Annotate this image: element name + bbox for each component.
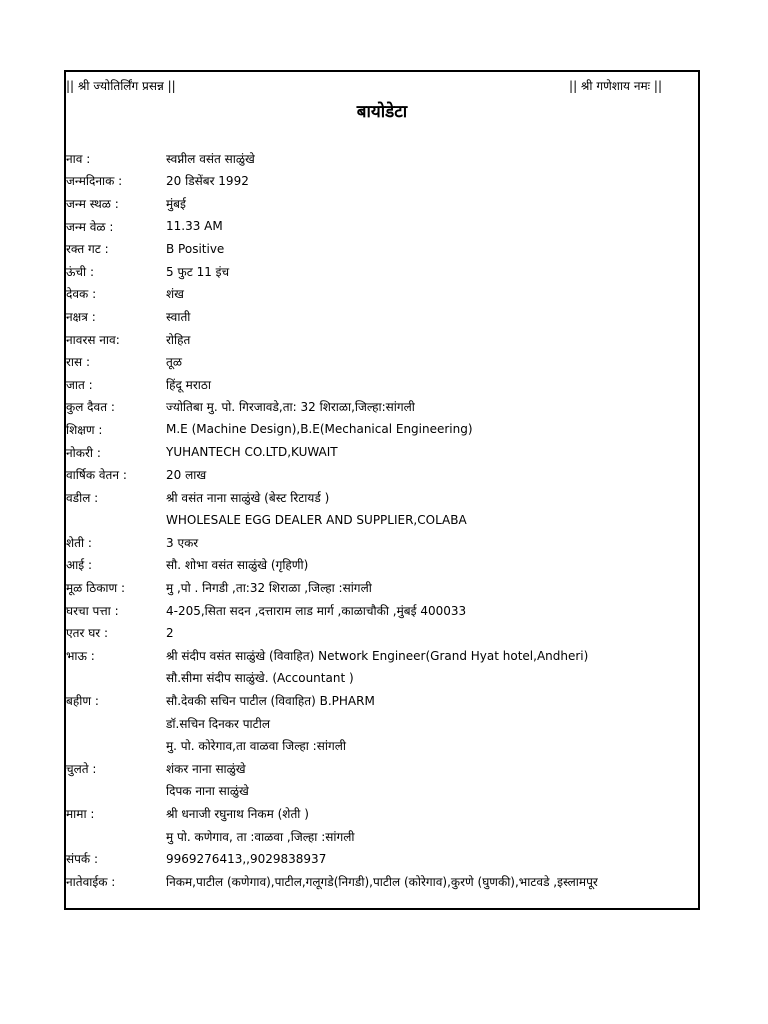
biodata-row	[66, 734, 698, 757]
row-label: भाऊ :	[66, 648, 95, 663]
row-label: नोकरी :	[66, 445, 101, 460]
biodata-row	[66, 486, 698, 509]
row-value: श्री धनाजी रघुनाथ निकम (शेती )	[166, 807, 309, 822]
row-value: 3 एकर	[166, 535, 199, 550]
biodata-row	[66, 396, 698, 419]
biodata-row	[66, 373, 698, 396]
biodata-row	[66, 870, 698, 893]
row-label: एतर घर :	[66, 626, 109, 641]
row-value: 20 डिसेंबर 1992	[166, 174, 249, 189]
biodata-row	[66, 418, 698, 441]
biodata-row	[66, 509, 698, 532]
biodata-row	[66, 757, 698, 780]
biodata-row	[66, 283, 698, 306]
row-value: 20 लाख	[166, 468, 207, 483]
row-value: YUHANTECH CO.LTD,KUWAIT	[166, 445, 338, 460]
biodata-row	[66, 260, 698, 283]
biodata-row	[66, 237, 698, 260]
row-value: मुंबई	[166, 196, 186, 211]
row-label: रक्त गट :	[66, 242, 109, 257]
row-value: स्वप्नील वसंत साळुंखे	[166, 151, 255, 166]
biodata-row	[66, 531, 698, 554]
biodata-row	[66, 667, 698, 690]
row-value: डॉ.सचिन दिनकर पाटील	[166, 716, 270, 731]
row-label: बहीण :	[66, 694, 99, 709]
row-label: नावरस नाव:	[66, 332, 120, 347]
row-value: हिंदू मराठा	[166, 377, 211, 392]
biodata-row	[66, 847, 698, 870]
biodata-row	[66, 644, 698, 667]
row-value: 11.33 AM	[166, 219, 223, 234]
row-value: सौ.सीमा संदीप साळुंखे. (Accountant )	[166, 671, 354, 686]
row-label: कुल दैवत :	[66, 400, 115, 415]
biodata-row	[66, 215, 698, 238]
row-value: 5 फुट 11 इंच	[166, 264, 230, 279]
row-label: ऊंची :	[66, 264, 95, 279]
row-label: जन्म वेळ :	[66, 219, 114, 234]
row-label: मूळ ठिकाण :	[66, 581, 126, 596]
row-value: श्री संदीप वसंत साळुंखे (विवाहित) Network Engineer(Grand Hyat hotel,Andheri)	[166, 648, 589, 663]
biodata-row	[66, 170, 698, 193]
biodata-row	[66, 350, 698, 373]
row-label: नाव :	[66, 151, 91, 166]
header-right-text: || श्री गणेशाय नमः ||	[569, 79, 662, 93]
row-value: सौ.देवकी सचिन पाटील (विवाहित) B.PHARM	[166, 694, 375, 709]
row-value: सौ. शोभा वसंत साळुंखे (गृहिणी)	[166, 558, 309, 573]
row-value: स्वाती	[166, 309, 191, 324]
biodata-row	[66, 802, 698, 825]
biodata-row	[66, 463, 698, 486]
row-value: शंख	[166, 287, 184, 302]
row-label: रास :	[66, 355, 90, 370]
biodata-row	[66, 576, 698, 599]
row-label: घरचा पत्ता :	[66, 603, 119, 618]
row-value: रोहित	[166, 332, 191, 347]
row-value: शंकर नाना साळुंखे	[166, 761, 246, 776]
row-value: मु. पो. कोरेगाव,ता वाळवा जिल्हा :सांगली	[166, 739, 346, 754]
row-value: WHOLESALE EGG DEALER AND SUPPLIER,COLABA	[166, 512, 467, 527]
row-label: नातेवाईक :	[66, 874, 116, 889]
document-title: बायोडेटा	[356, 102, 408, 122]
biodata-row	[66, 441, 698, 464]
biodata-rows	[66, 147, 698, 893]
biodata-row	[66, 554, 698, 577]
row-label: आई :	[66, 558, 93, 573]
row-value: श्री वसंत नाना साळुंखे (बेस्ट रिटायर्ड )	[166, 490, 330, 505]
row-label: शेती :	[66, 535, 92, 550]
row-label: चुलते :	[66, 761, 97, 776]
row-label: वडील :	[66, 490, 99, 505]
biodata-row	[66, 825, 698, 848]
row-value: 9969276413,,9029838937	[166, 851, 327, 866]
biodata-row	[66, 599, 698, 622]
row-value: मु पो. कणेगाव, ता :वाळवा ,जिल्हा :सांगली	[166, 829, 355, 844]
row-label: शिक्षण :	[66, 422, 103, 437]
row-value: 4-205,सिता सदन ,दत्ताराम लाड मार्ग ,काळाचौकी ,मुंबई 400033	[166, 603, 467, 618]
biodata-row	[66, 328, 698, 351]
row-value: B Positive	[166, 241, 225, 256]
biodata-row	[66, 712, 698, 735]
row-value: 2	[166, 625, 174, 640]
row-label: जन्म स्थळ :	[66, 196, 119, 211]
biodata-row	[66, 305, 698, 328]
row-label: मामा :	[66, 807, 95, 822]
biodata-row	[66, 192, 698, 215]
row-label: वार्षिक वेतन :	[66, 468, 127, 483]
row-value: दिपक नाना साळुंखे	[166, 784, 249, 799]
header-left-text: || श्री ज्योतिर्लिंग प्रसन्न ||	[66, 79, 176, 93]
row-value: तूळ	[166, 355, 182, 370]
row-value: ज्योतिबा मु. पो. गिरजावडे,ता: 32 शिराळा,जिल्हा:सांगली	[166, 400, 415, 415]
biodata-row	[66, 780, 698, 803]
row-value: M.E (Machine Design),B.E(Mechanical Engineering)	[166, 422, 473, 437]
biodata-frame	[64, 70, 700, 910]
row-label: जात :	[66, 377, 93, 392]
biodata-row	[66, 689, 698, 712]
row-label: देवक :	[66, 287, 97, 302]
row-value: मु ,पो . निगडी ,ता:32 शिराळा ,जिल्हा :सांगली	[166, 581, 372, 596]
row-label: संपर्क :	[66, 852, 99, 867]
row-label: नक्षत्र :	[66, 309, 96, 324]
biodata-row	[66, 147, 698, 170]
row-label: जन्मदिनाक :	[66, 174, 123, 189]
biodata-row	[66, 621, 698, 644]
row-value: निकम,पाटील (कणेगाव),पाटील,गलूगडे(निगडी),पाटील (कोरेगाव),कुरणे (घुणकी),भाटवडे ,इस्लामपूर	[166, 874, 598, 889]
